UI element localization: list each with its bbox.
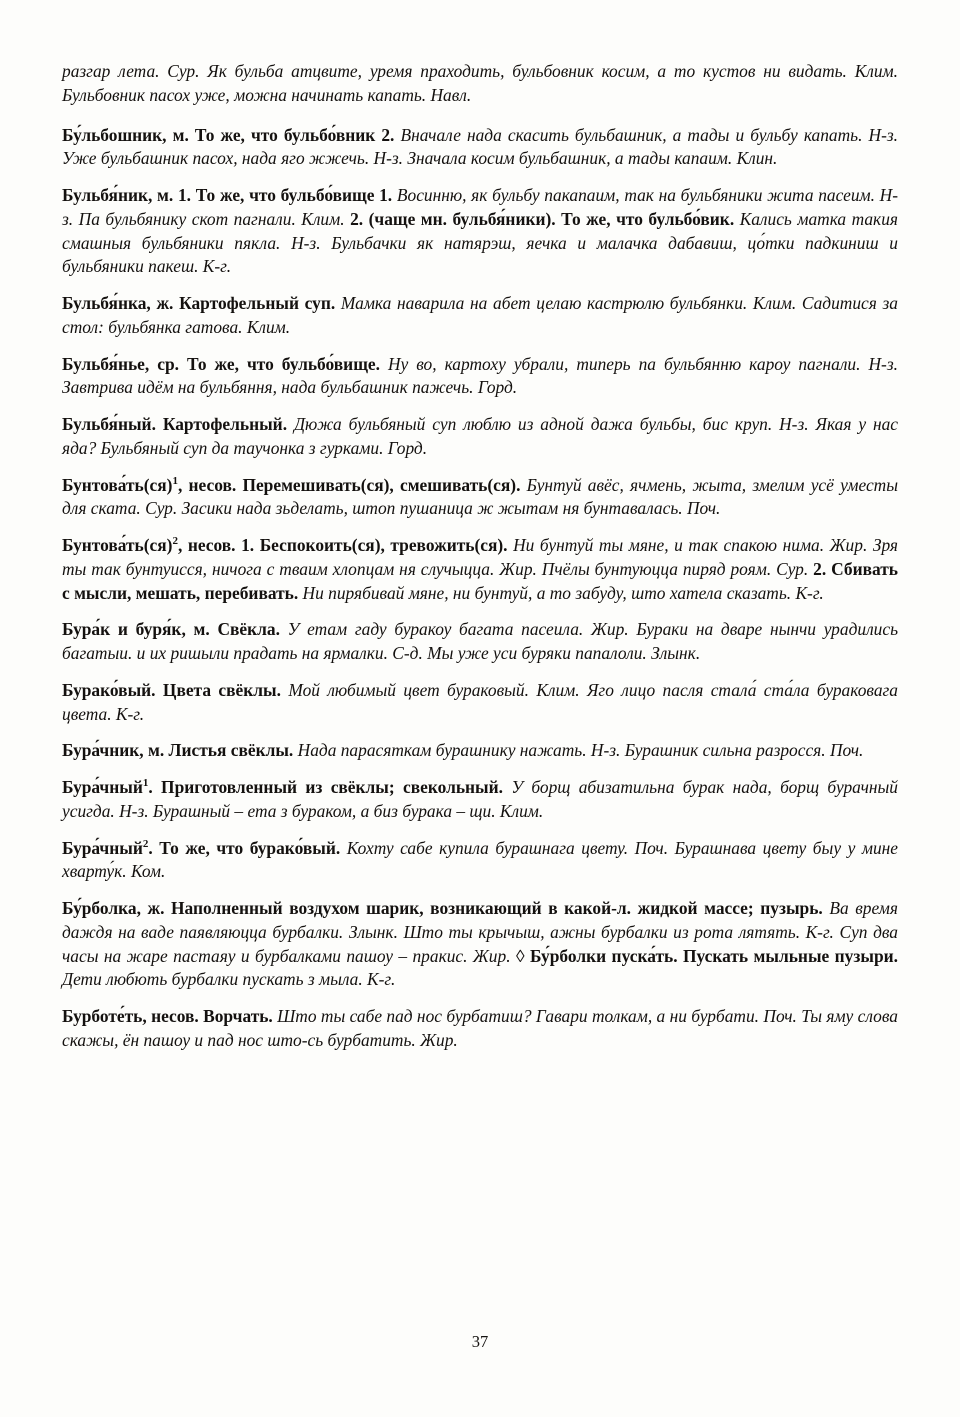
gloss: Ворчать.: [203, 1006, 273, 1026]
examples: Восинню, як бульбу пакапаим, так на бульбяники жита пасеим. Н-з. Па бульбянику скот пагнали. Клим.: [62, 185, 899, 229]
entry-burachnyy-2: [62, 837, 898, 885]
headword: Бура́к и буря́к, м.: [62, 619, 210, 640]
homonym-index: 1: [142, 777, 149, 790]
examples: Мамка наварила на абет целаю кастрюлю бульбянки. Клим. Садитися за стол: бульбянка гатова. Клим.: [62, 293, 898, 337]
homonym-index: 1: [172, 474, 178, 487]
gloss: То же, что бульбо́вище.: [187, 353, 380, 374]
headword: Бурако́вый.: [62, 679, 156, 700]
gloss: То же, что бурако́вый.: [159, 837, 341, 858]
sense-number-2: 2.: [350, 208, 364, 229]
examples: Мой любимый цвет бураковый. Клим. Яго лицо пасля стала́ ста́ла бураковага цвета. К-г.: [62, 679, 899, 724]
examples: У борщ абизатильна бурак нада, борщ бурачный усигда. Н-з. Бурашный – ета з бураком, а биз бурака – щи. Клим.: [62, 777, 898, 821]
gloss: То же, что бульбо́вище 1.: [195, 185, 393, 205]
continuation-text: разгар лета. Сур. Як бульба атцвите, уремя праходить, бульбовник косим, а то кустов ни видать. Клим. Бульбовник пасох уже, можна начинать капать. Навл.: [62, 61, 898, 105]
headword: Бура́чник, м.: [62, 740, 165, 761]
examples: Ва время даждя на ваде паявляюцца бурбалки. Злынк. Што ты крычыш, ажны бурбалки из рота лятять. К-г. Суп два часы на жаре пастаяу и бурбалками пашоу – пракис. Жир.: [62, 898, 898, 966]
phrase: Бу́рболки пуска́ть.: [529, 945, 678, 966]
gloss: Наполненный воздухом шарик, возникающий в какой-л. жидкой массе; пузырь.: [171, 898, 823, 918]
homonym-index: 2: [142, 837, 149, 850]
examples: Дюжа бульбяный суп люблю из адной дажа бульбы, бис круп. Н-з. Якая у нас яда? Бульбяный суп да таучонка з гурками. Горд.: [62, 414, 899, 458]
gloss: Свёкла.: [217, 619, 280, 640]
entry-bulbyanye: [62, 353, 898, 401]
entry-burachnyy-1: [62, 776, 898, 824]
entry-burachnik: [62, 739, 898, 763]
entry-bulbyanyy: [62, 413, 898, 461]
gloss: Перемешивать(ся), смешивать(ся).: [242, 474, 521, 495]
gloss: Цвета свёклы.: [162, 679, 281, 700]
headword: Бульбя́нье, ср.: [62, 353, 179, 374]
entry-burbolka: [62, 897, 898, 992]
gloss: Листья свёклы.: [168, 740, 294, 761]
entry-bulbyanka: [62, 292, 898, 340]
headword: Бу́льбошник, м.: [62, 124, 189, 145]
phrase-marker-icon: ◊: [515, 945, 525, 966]
headword: Бульбя́ный.: [62, 414, 156, 434]
homonym-index: 2: [172, 535, 178, 548]
entry-bulboshnik: [62, 124, 898, 172]
examples: Ни бунтуй ты мяне, и так спакою нима. Жир. Зря ты так бунтуисся, ничога с тваим хлопцам ня случыцца. Жир. Пчёлы бунтуюцца пиряд роям. Сур.: [62, 535, 899, 579]
examples: У етам гаду буракоу багата пасеила. Жир. Бураки на дваре нынчи урадились багатыи. и их ришыли прадать на ярмалки. С-д. Мы уже уси буряки папалоли. Злынк.: [62, 619, 898, 663]
phrase-examples: Дети любють бурбалки пускать з мыла. К-г.: [62, 969, 396, 990]
entry-burbotet: [62, 1005, 898, 1053]
gloss: Картофельный суп.: [179, 293, 336, 313]
page-body: [62, 60, 898, 1066]
headword-grammar: .: [148, 777, 153, 797]
entry-burak: [62, 618, 898, 666]
headword: Бульбя́ник, м. 1.: [62, 185, 192, 205]
headword: Бунтова́ть(ся): [62, 474, 173, 495]
entry-buntovat-1: [62, 474, 898, 522]
gloss: Картофельный.: [162, 414, 288, 434]
examples: Што ты сабе пад нос бурбатиш? Гавари толкам, а ни бурбати. Поч. Ты яму слова скажы, ён пашоу и пад нос што-сь бурбатить. Жир.: [62, 1006, 898, 1050]
gloss: Приготовленный из свёклы; свекольный.: [161, 777, 504, 797]
headword-grammar: , несов. 1.: [177, 535, 255, 555]
headword-grammar: , несов.: [177, 474, 237, 495]
page-number: 37: [471, 1332, 489, 1351]
examples: Нада парасяткам бурашнику нажать. Н-з. Бурашник сильна разросся. Поч.: [297, 740, 864, 761]
sense-number-2: 2.: [813, 558, 827, 579]
sense-2-gloss: Сбивать с мысли, мешать, перебивать.: [62, 558, 898, 603]
examples: Вначале нада скасить бульбашник, а тады и бульбу капать. Н-з. Уже бульбашник пасох, нада яго жжечь. Н-з. Значала косим бульбашник, а тады капаим. Клин.: [62, 124, 898, 169]
examples: Ну во, картоху убрали, типерь па бульбянню кароу пагнали. Н-з. Завтрива идём на бульбяння, нада бульбашник пажечь. Горд.: [62, 353, 898, 398]
examples: Кохту сабе купила бурашнага цвету. Поч. Бурашнава цвету быу у мине хварту́к. Ком.: [62, 837, 898, 882]
gloss: То же, что бульбо́вник 2.: [194, 124, 395, 145]
entry-buntovat-2: [62, 534, 898, 605]
entry-burakovyy: [62, 679, 898, 727]
headword: Бура́чный: [62, 837, 143, 858]
phrase-gloss: Пускать мыльные пузыри.: [682, 945, 898, 966]
sense-2-examples: Кались матка такия смашныя бульбяники пякла. Н-з. Бульбачки як натярэш, яечка и малачка дабавиш, цо́тки падкиниш и бульбяники пакеш. К-г.: [62, 208, 898, 277]
headword-grammar: .: [148, 837, 153, 858]
headword: Бу́рболка, ж.: [62, 898, 165, 918]
examples: Бунтуй авёс, ячмень, жыта, змелим усё уместы для ската. Сур. Засики нада зьделать, штоп пушаница ж жытам ня бунтавалась. Поч.: [62, 474, 898, 519]
headword: Бульбя́нка, ж.: [62, 293, 174, 313]
headword: Бурботе́ть, несов.: [62, 1006, 199, 1026]
sense-2-gloss: (чаще мн. бульбя́ники). То же, что бульбо́вик.: [368, 208, 735, 229]
entry-continuation: [62, 60, 898, 108]
gloss: Беспокоить(ся), тревожить(ся).: [259, 535, 508, 555]
sense-2-examples: Ни пирябивай мяне, ни бунтуй, а то забуду, што хатела сказать. К-г.: [302, 582, 824, 603]
headword: Бура́чный: [62, 777, 143, 797]
entry-bulbyanik: [62, 184, 898, 279]
headword: Бунтова́ть(ся): [62, 535, 173, 555]
